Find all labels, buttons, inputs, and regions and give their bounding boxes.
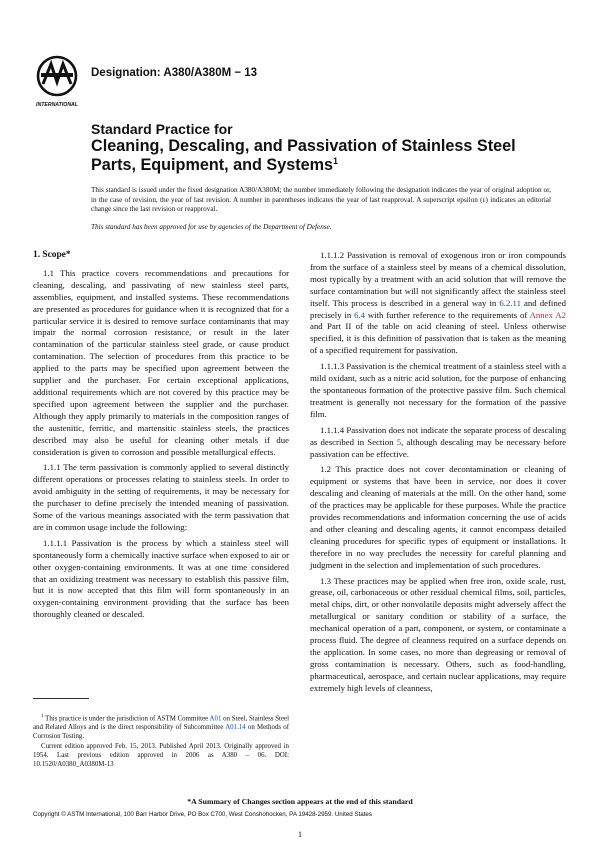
para-1-1-1-2: 1.1.1.2 Passivation is removal of exogenous iron or iron compounds from the surface of a stainless steel by means of a chemical dissolution, most typically by a treatment with an acid solution that will remove the surface contamination but will not significantly affect the stainless steel itself. This process is described in a general way in 6.2.11 and defined precisely in 6.4 with further reference to the requirements of Annex A2 and Part II of the table on acid cleaning of steel. Unless otherwise specified, it is this definition of passivation that is taken as the meaning of a specified requirement for passivation. xyxy=(310,250,566,356)
link-section-5[interactable]: 5 xyxy=(396,436,402,447)
astm-logo xyxy=(33,54,81,110)
copyright-line: Copyright © ASTM International, 100 Barr Harbor Drive, PO Box C700, West Conshohocken, PA 19428-2959. United States xyxy=(33,811,372,818)
para-1-1: 1.1 This practice covers recommendations and precautions for cleaning, descaling, and passivating of new stainless steel parts, assemblies, equipment, and installed systems. These recommendations are presented as procedures for guidance when it is recognized that for a particular service it is desired to remove surface contaminants that may impair the normal corrosion resistance, or result in the later contamination of the particular stainless steel grade, or cause product contamination. The selection of procedures from this practice to be applied to the parts may be specified upon agreement between the supplier and the purchaser. For certain exceptional applications, additional requirements which are not covered by this practice may be specified upon agreement between the supplier and the purchaser. Although they apply primarily to materials in the composition ranges of the austenitic, ferritic, and martensitic stainless steels, the practices described may also be useful for cleaning other metals if due consideration is given to corrosion and possible metallurgical effects. xyxy=(33,267,289,457)
title-footnote-mark: 1 xyxy=(332,156,338,166)
dod-approval-note: This standard has been approved for use by agencies of the Department of Defense. xyxy=(91,223,332,231)
footnote-divider xyxy=(33,698,89,699)
footnote-edition: Current edition approved Feb. 15, 2013. Published April 2013. Originally approved in 1954. Last previous edition approved in 2006 as A380 – 06. DOI: 10.1520/A0380_A0380M-13 xyxy=(33,743,289,769)
title-line-3: Parts, Equipment, and Systems$^1$ xyxy=(91,156,338,174)
standard-note: This standard is issued under the fixed designation A380/A380M; the number immediately following the designation indicates the year of original adoption or, in the case of revision, the year of last revision. A number in parentheses indicates the year of last reapproval. A superscript epsilon (ε) indicates an editorial change since the last revision or reapproval. xyxy=(91,186,551,213)
para-1-1-1: 1.1.1 The term passivation is commonly applied to several distinctly different operations or processes relating to stainless steels. In order to avoid ambiguity in the setting of requirements, it may be necessary for the purchaser to define precisely the intended meaning of passivation. Some of the various meanings associated with the term passivation that are in common usage include the following: xyxy=(33,462,289,532)
left-column xyxy=(33,250,289,625)
title-block xyxy=(91,121,561,175)
link-section-6-2-11[interactable]: 6.2.11 xyxy=(499,297,521,308)
link-section-6-4[interactable]: 6.4 xyxy=(354,309,366,320)
right-column xyxy=(310,250,566,699)
link-committee-a01[interactable]: A01 xyxy=(209,715,222,723)
para-1-2: 1.2 This practice does not cover decontamination or cleaning of equipment or systems that have been in service, nor does it cover descaling and cleaning of materials at the mill. On the other hand, some of the practices may be applicable for these purposes. While the practice provides recommendations and information concerning the use of acids and other cleaning and descaling agents, it cannot encompass detailed cleaning procedures for specific types of equipment or installations. It therefore in no way precludes the necessity for careful planning and judgment in the selection and implementation of such procedures. xyxy=(310,464,566,570)
para-1-1-1-3: 1.1.1.3 Passivation is the chemical treatment of a stainless steel with a mild oxidant, such as a nitric acid solution, for the purpose of enhancing the spontaneous formation of the protective passive film. Such chemical treatment is generally not necessary for the formation of the passive film. xyxy=(310,361,566,419)
para-1-1-1-1: 1.1.1.1 Passivation is the process by which a stainless steel will spontaneously form a chemically inactive surface when exposed to air or other oxygen-containing environments. It was at one time considered that an oxidizing treatment was necessary to establish this passive film, but it is now accepted that this film will form spontaneously in an oxygen-containing environment providing that the surface has been thoroughly cleaned or descaled. xyxy=(33,537,289,620)
para-1-1-1-4: 1.1.1.4 Passivation does not indicate the separate process of descaling as described in Section 5, although descaling may be necessary before passivation can be effective. xyxy=(310,424,567,459)
title-line-1: Standard Practice for xyxy=(91,121,233,137)
scope-heading: 1. Scope* xyxy=(33,250,71,260)
designation: Designation: A380/A380M − 13 xyxy=(91,67,258,79)
page-number: 1 xyxy=(297,829,303,839)
footnotes xyxy=(33,712,289,770)
title-line-2: Cleaning, Descaling, and Passivation of Stainless Steel xyxy=(91,137,516,155)
link-annex-a2[interactable]: Annex A2 xyxy=(529,309,566,320)
para-1-3: 1.3 These practices may be applied when free iron, oxide scale, rust, grease, oil, carbonaceous or other residual chemical films, soil, particles, metal chips, dirt, or other nonvolatile deposits might adversely affect the metallurgical or sanitary condition or stability of a surface, the mechanical operation of a part, component, or system, or contaminate a process fluid. The degree of cleanness required on a surface depends on the application. In some cases, no more than degreasing or removal of gross contamination is necessary. Others, such as food-handling, pharmaceutical, aerospace, and certain nuclear applications, may require extremely high levels of cleanness, xyxy=(310,575,566,693)
svg-text:INTERNATIONAL: INTERNATIONAL xyxy=(36,102,78,108)
link-subcommittee-a01-14[interactable]: A01.14 xyxy=(225,724,246,732)
footnote-1: $^1$ This practice is under the jurisdiction of ASTM Committee A01 on Steel, Stainless Steel and Related Alloys and is the direct responsibility of Subcommittee A01.14 on Methods of Corrosion Testing. xyxy=(33,714,289,741)
summary-of-changes-note: *A Summary of Changes section appears at the end of this standard xyxy=(187,797,413,806)
